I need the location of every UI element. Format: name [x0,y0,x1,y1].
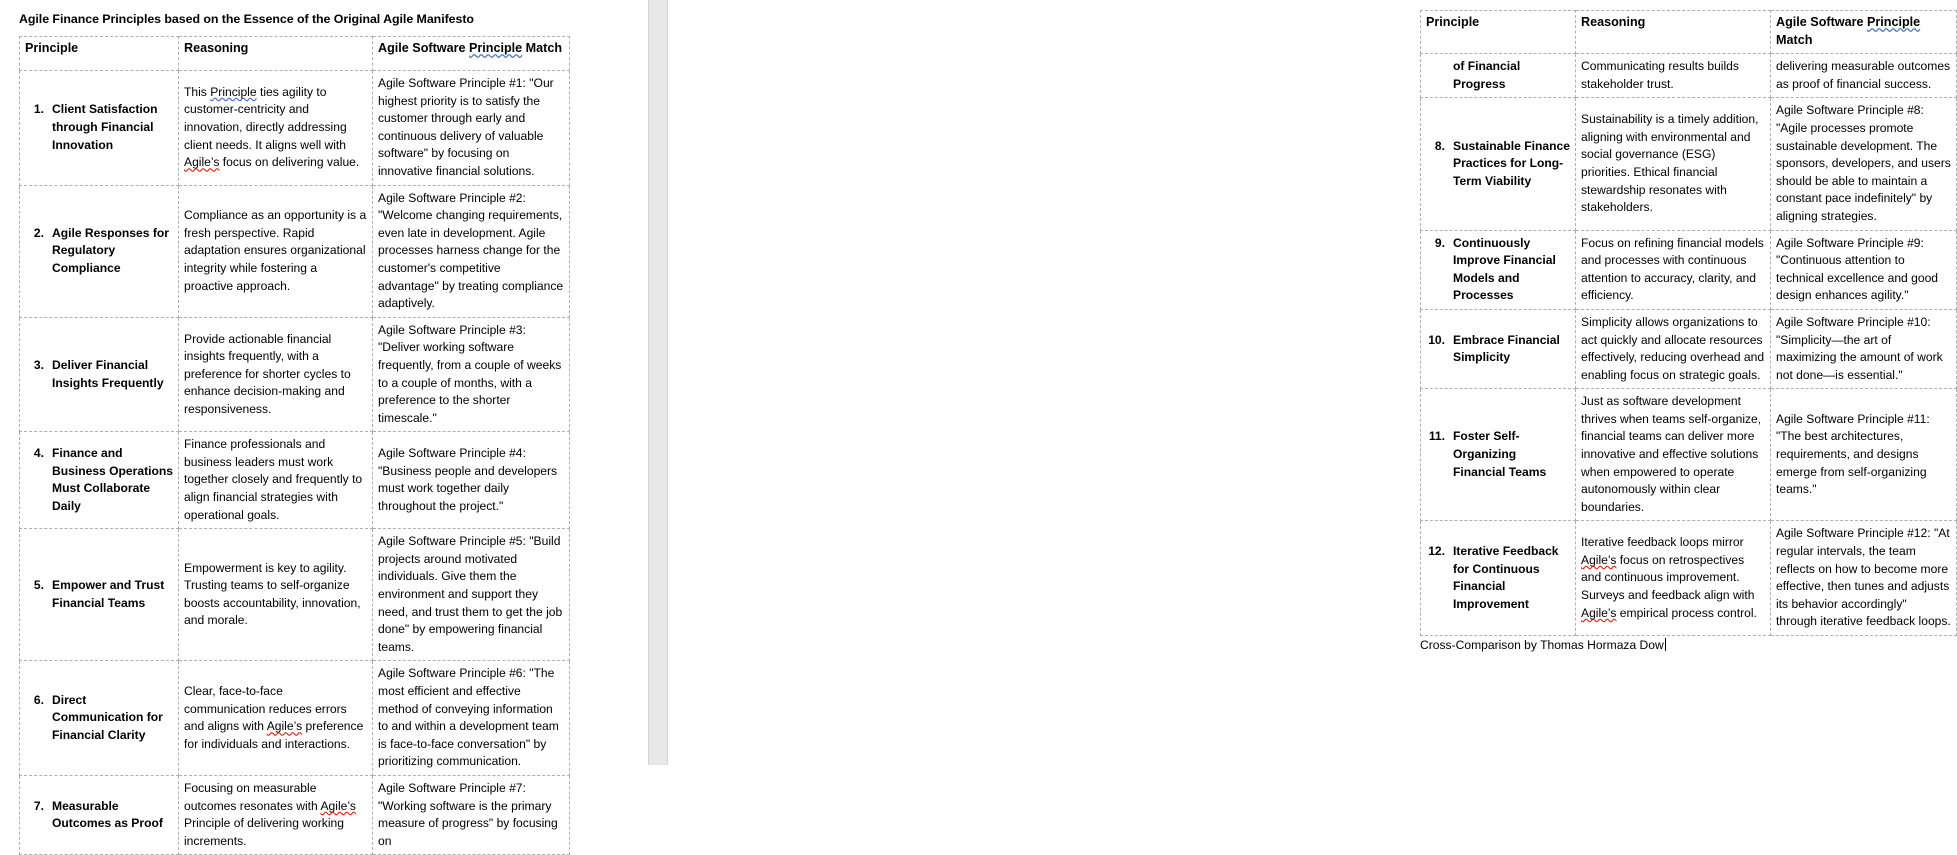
agile-match-text: Agile Software Principle #11: "The best architectures, requirements, and designs emerge from self-organizing teams." [1776,411,1930,497]
principle-number: 9. [1434,235,1445,250]
agile-finance-principles-table-page1 [19,36,570,855]
match-header-prefix: Agile Software [1776,15,1867,29]
cell-principle [20,529,179,661]
agile-match-text: Agile Software Principle #5: "Build projects around motivated individuals. Give them the environment and support they need, and trust them to get the job done" by empowering financial teams. [378,534,563,654]
table-row [1421,389,1957,521]
cell-principle [1421,389,1576,521]
table-row [1421,54,1957,98]
table-row [20,529,570,661]
principle-number: 2. [33,225,44,240]
cell-principle [20,71,179,186]
reasoning-text: Sustainability is a timely addition, aligning with environmental and social governance (ESG) priorities. Ethical financial stewardship resonates with stakeholders. [1581,112,1759,215]
cell-principle [1421,98,1576,230]
cell-agile-match [1771,521,1957,636]
column-header-agile-match [373,37,570,71]
cell-agile-match [373,317,570,432]
principle-label: Client Satisfaction through Financial Innovation [52,102,158,152]
table-row [20,432,570,529]
column-header-principle: Principle [1421,11,1576,54]
table-header-row [1421,11,1957,54]
cell-principle [20,432,179,529]
principle-number: 4. [33,446,44,461]
cell-principle [1421,521,1576,636]
principle-label: Sustainable Finance Practices for Long-Term Viability [1453,138,1570,188]
agile-match-text: Agile Software Principle #1: "Our highest priority is to satisfy the customer through early and continuous delivery of valuable software" by focusing on innovative financial solutions. [378,76,554,178]
principle-list-item [20,692,174,745]
match-header-prefix: Agile Software [378,41,469,55]
flagged-word: Agile’s [1581,552,1617,567]
principle-list-item [20,225,174,278]
table-row [20,71,570,186]
match-header-flagged-word: Principle [1866,15,1921,29]
flagged-word: Agile’s [266,719,303,734]
reasoning-text: Communicating results builds stakeholder trust. [1581,59,1739,91]
principle-label: Finance and Business Operations Must Collaborate Daily [52,446,173,513]
principle-list-item [1421,428,1571,481]
principle-label: Agile Responses for Regulatory Compliance [52,225,169,275]
cell-reasoning [179,432,373,529]
cell-agile-match [373,661,570,776]
table-row [1421,230,1957,309]
reasoning-text: Just as software development thrives when teams self-organize, financial teams can deliver more innovative and effective solutions when empowered to operate autonomously within clear boundaries. [1581,394,1762,514]
principle-label: Deliver Financial Insights Frequently [52,357,164,390]
cell-principle [1421,230,1576,309]
principle-list-item [1421,332,1571,367]
cell-principle [20,661,179,776]
principle-number: 8. [1434,138,1445,153]
principle-label: Continuously Improve Financial Models and Processes [1453,235,1556,303]
principle-number: 3. [33,357,44,372]
cell-agile-match [1771,309,1957,388]
cell-reasoning [179,317,373,432]
principle-number: 11. [1428,429,1445,444]
reasoning-text: Simplicity allows organizations to act quickly and allocate resources effectively, reducing overhead and enabling focus on strategic goals. [1581,314,1765,382]
document-page-left [0,0,648,848]
table-row [20,661,570,776]
principle-list-item [20,445,174,515]
cell-principle [20,775,179,854]
cell-reasoning [1576,98,1771,230]
table-row [20,775,570,854]
cell-reasoning [179,71,373,186]
cell-principle [20,317,179,432]
footer-text: Cross-Comparison by Thomas Hormaza Dow [1420,638,1664,652]
document-footer-note [1420,637,1666,654]
cell-reasoning [1576,389,1771,521]
table-row [1421,98,1957,230]
reasoning-text: Clear, face-to-face communication reduces errors and aligns with Agile’s preference for individuals and interactions. [184,684,364,751]
principle-number: 1. [33,102,44,117]
agile-finance-principles-table-page2 [1420,10,1957,636]
cell-reasoning [179,661,373,776]
cell-agile-match [1771,389,1957,521]
flagged-word: Principle [210,84,257,99]
match-header-flagged-word: Principle [468,41,523,55]
cell-agile-match [1771,98,1957,230]
principle-number: 5. [33,578,44,593]
cell-agile-match [373,71,570,186]
cell-principle [1421,54,1576,98]
cell-agile-match [373,185,570,317]
reasoning-text: Iterative feedback loops mirror Agile’s focus on retrospectives and continuous improvement. Surveys and feedback align with Agile’s empirical process control. [1581,535,1757,620]
reasoning-text: Provide actionable financial insights frequently, with a preference for shorter cycles to enhance decision-making and responsiveness. [184,331,351,416]
principle-number: 10. [1428,332,1445,347]
agile-match-text: Agile Software Principle #9: "Continuous attention to technical excellence and good design enhances agility." [1776,235,1939,303]
agile-match-text: Agile Software Principle #3: "Deliver working software frequently, from a couple of weeks to a couple of months, with a preference to the shorter timescale." [378,322,562,425]
reasoning-text: Focus on refining financial models and processes with continuous attention to accuracy, clarity, and efficiency. [1581,235,1764,303]
principle-list-item [1421,235,1571,305]
reasoning-text: This Principle ties agility to customer-centricity and innovation, directly addressing client needs. It aligns well with Agile’s focus on delivering value. [184,84,360,170]
agile-match-text: Agile Software Principle #10: "Simplicity—the art of maximizing the amount of work not done—is essential." [1776,314,1943,382]
reasoning-text: Compliance as an opportunity is a fresh perspective. Rapid adaptation ensures organizational integrity while fostering a proactive approach. [184,208,367,293]
principle-label: Foster Self-Organizing Financial Teams [1453,429,1547,479]
cell-reasoning [1576,54,1771,98]
table-header-row [20,37,570,71]
cell-reasoning [1576,230,1771,309]
agile-match-text: Agile Software Principle #2: "Welcome changing requirements, even late in development. Agile processes harness change for the customer's competitive advantage" by treating compliance adaptively. [378,190,564,311]
column-header-agile-match [1771,11,1957,54]
flagged-word: Agile’s [184,155,220,170]
match-header-suffix: Match [1776,32,1813,47]
document-page-right [669,0,1951,765]
cell-agile-match [373,529,570,661]
page-separator-gap [648,0,668,765]
agile-match-text: Agile Software Principle #8: "Agile processes promote sustainable development. The sponsors, developers, and users should be able to maintain a constant pace indefinitely" by aligning strategies. [1776,103,1951,223]
cell-reasoning [179,185,373,317]
table-row [20,317,570,432]
principle-list-item [1421,58,1571,93]
agile-match-text: Agile Software Principle #7: "Working software is the primary measure of progress" by focusing on [378,780,558,848]
principle-label: Measurable Outcomes as Proof [52,798,163,831]
cell-agile-match [373,432,570,529]
principle-label: Embrace Financial Simplicity [1453,332,1560,365]
table-row [1421,521,1957,636]
table-body [1421,54,1957,636]
principle-number: 6. [33,692,44,707]
principle-list-item [20,577,174,612]
principle-list-item [1421,543,1571,613]
principle-list-item [20,357,174,392]
cell-agile-match [1771,230,1957,309]
principle-number: 12. [1428,544,1445,559]
flagged-word: Agile’s [1581,605,1617,620]
cell-principle [1421,309,1576,388]
cell-reasoning [179,775,373,854]
cell-reasoning [1576,309,1771,388]
cell-reasoning [1576,521,1771,636]
text-cursor [1665,638,1666,651]
agile-match-text: Agile Software Principle #6: "The most efficient and effective method of conveying information to and within a development team is face-to-face conversation" by prioritizing communication. [378,666,559,769]
cell-reasoning [179,529,373,661]
match-header-suffix: Match [522,41,563,55]
principle-list-item [20,798,174,833]
table-row [1421,309,1957,388]
agile-match-text: Agile Software Principle #4: "Business people and developers must work together daily throughout the project." [378,446,558,513]
principle-list-item [20,101,174,154]
page-title: Agile Finance Principles based on the Essence of the Original Agile Manifesto [19,12,474,26]
principle-list-item [1421,138,1571,191]
principle-label: Empower and Trust Financial Teams [52,578,165,610]
principle-number: 7. [33,798,44,813]
reasoning-text: Finance professionals and business leaders must work together closely and frequently to align financial strategies with operational goals. [184,437,363,522]
column-header-principle: Principle [20,37,179,71]
reasoning-text: Focusing on measurable outcomes resonates with Agile’s Principle of delivering working increments. [184,780,356,848]
column-header-reasoning: Reasoning [179,37,373,71]
reasoning-text: Empowerment is key to agility. Trusting teams to self-organize boosts accountability, innovation, and morale. [184,560,361,628]
principle-label: of Financial Progress [1453,59,1521,91]
principle-label: Direct Communication for Financial Clarity [52,692,163,742]
table-body [20,71,570,855]
agile-match-text: delivering measurable outcomes as proof of financial success. [1776,59,1951,91]
cell-agile-match [1771,54,1957,98]
table-row [20,185,570,317]
flagged-word: Agile’s [320,798,356,813]
principle-label: Iterative Feedback for Continuous Financial Improvement [1453,544,1559,611]
cell-principle [20,185,179,317]
column-header-reasoning: Reasoning [1576,11,1771,54]
cell-agile-match [373,775,570,854]
agile-match-text: Agile Software Principle #12: "At regular intervals, the team reflects on how to become more effective, then tunes and adjusts its behavior accordingly" through iterative feedback loops. [1776,526,1951,629]
